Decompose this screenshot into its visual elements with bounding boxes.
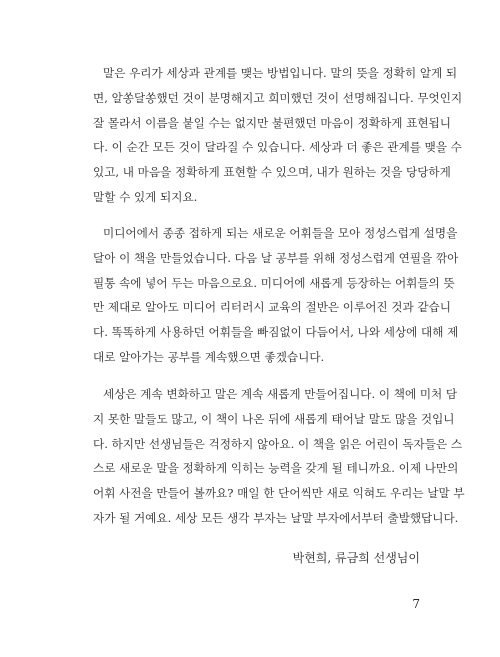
paragraph-line: 스로 새로운 말을 정확하게 익히는 능력을 갖게 될 테니까요. 이제 나만의	[93, 461, 459, 476]
author-signature: 박현희, 류금희 선생님이	[292, 551, 420, 565]
paragraph-line: 말은 우리가 세상과 관계를 맺는 방법입니다. 말의 뜻을 정확히 알게 되	[103, 66, 458, 80]
paragraph-3	[93, 382, 465, 531]
paragraph-line: 말할 수 있게 되지요.	[93, 189, 198, 204]
paragraph-line: 만 제대로 알아도 미디어 리터러시 교육의 절반은 이루어진 것과 같습니	[93, 300, 451, 315]
paragraph-line: 필통 속에 넣어 두는 마음으로요. 미디어에 새롭게 등장하는 어휘들의 뜻	[93, 275, 455, 290]
paragraph-line: 잘 몰라서 이름을 붙일 수는 없지만 불편했던 마음이 정확하게 표현됩니	[93, 115, 451, 130]
paragraph-1	[93, 61, 463, 210]
paragraph-line: 있고, 내 마음을 정확하게 표현할 수 있으며, 내가 원하는 것을 당당하게	[93, 165, 451, 180]
paragraph-line: 다. 이 순간 모든 것이 달라질 수 있습니다. 세상과 더 좋은 관계를 맺을 수	[93, 140, 462, 155]
paragraph-2	[93, 221, 459, 370]
paragraph-line: 지 못한 말들도 많고, 이 책이 나온 뒤에 새롭게 태어날 말도 많을 것입니	[93, 411, 455, 426]
paragraph-line: 세상은 계속 변화하고 말은 계속 새롭게 만들어집니다. 이 책에 미처 담	[103, 387, 458, 401]
paragraph-line: 다. 똑똑하게 사용하던 어휘들을 빠짐없이 다듬어서, 나와 세상에 대해 제	[93, 325, 459, 340]
paragraph-line: 달아 이 책을 만들었습니다. 다음 날 공부를 위해 정성스럽게 연필을 깎아	[93, 250, 459, 265]
paragraph-line: 다. 하지만 선생님들은 걱정하지 않아요. 이 책을 읽은 어린이 독자들은 스	[93, 436, 463, 451]
paragraph-line: 미디어에서 종종 접하게 되는 새로운 어휘들을 모아 정성스럽게 설명을	[103, 226, 458, 240]
paragraph-line: 자가 될 거예요. 세상 모든 생각 부자는 날말 부자에서부터 출발했답니다.	[93, 510, 459, 525]
paragraph-line: 대로 알아가는 공부를 계속했으면 좋겠습니다.	[93, 349, 325, 364]
paragraph-line: 면, 알쏭달쏭했던 것이 분명해지고 희미했던 것이 선명해집니다. 무엇인지	[93, 90, 463, 105]
paragraph-line: 어휘 사전을 만들어 볼까요? 매일 한 단어씩만 새로 익혀도 우리는 날말 부	[93, 486, 465, 501]
page-number: 7	[412, 597, 420, 611]
